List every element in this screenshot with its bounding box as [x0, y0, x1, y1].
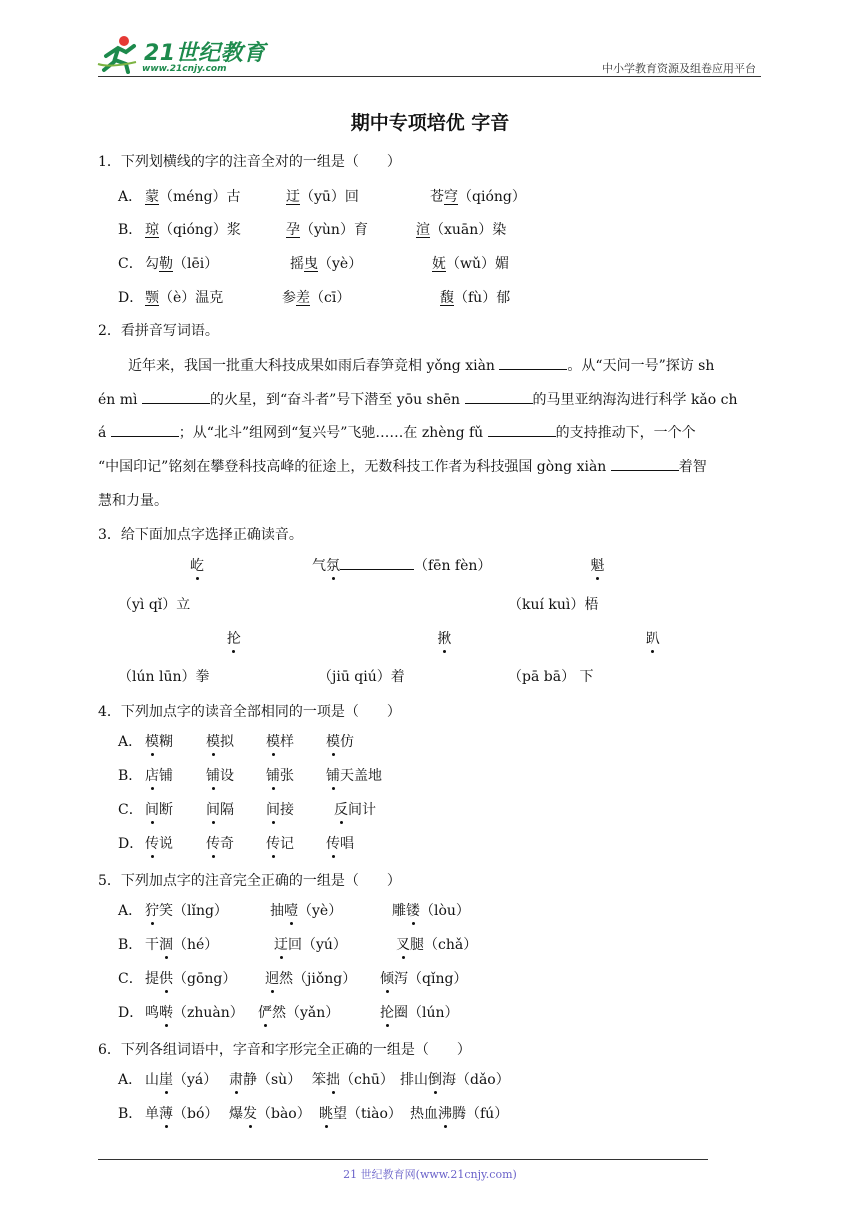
char: 山: [145, 1072, 159, 1088]
char: 参: [282, 290, 296, 306]
pinyin: （lēi）: [173, 256, 219, 272]
char: 隔: [220, 802, 234, 818]
pinyin: 腾（fú）: [452, 1106, 509, 1122]
pinyin: 泻（qǐng）: [394, 971, 468, 987]
footer-divider: [98, 1159, 708, 1160]
char: 爆: [229, 1106, 243, 1122]
pinyin: 腿（chǎ）: [410, 937, 478, 953]
word: [266, 731, 294, 751]
footer-text: 21 世纪教育网(www.21cnjy.com): [343, 1168, 517, 1181]
pinyin: 静（sù）: [243, 1072, 302, 1088]
char: 勾: [145, 256, 159, 272]
dotted-char: 崖: [159, 1072, 173, 1088]
pinyin: （yè）: [298, 903, 343, 919]
option-label: B．: [118, 1106, 143, 1122]
dotted-char: 传: [266, 836, 280, 852]
pinyin: （xuān）染: [430, 222, 507, 238]
passage-text: ；从“北斗”组网到“复兴号”飞驰……在 zhèng fǔ: [178, 425, 488, 441]
answer-blank[interactable]: [465, 389, 533, 404]
dotted-char: 倾: [380, 971, 394, 987]
site-logo: [96, 34, 266, 76]
pinyin: （chū）: [340, 1072, 394, 1088]
option-label: A．: [118, 189, 143, 205]
dotted-char: 间: [266, 802, 280, 818]
dotted-char: 铺: [266, 768, 280, 784]
q4-stem: 4．下列加点字的读音全部相同的一项是（ ）: [98, 704, 401, 720]
dotted-char: 揪: [437, 631, 452, 647]
pinyin: （bào）: [257, 1106, 311, 1122]
option-label: B．: [118, 937, 143, 953]
char: 拟: [220, 734, 234, 750]
runner-logo-icon: [96, 34, 142, 74]
word: [145, 833, 173, 853]
word: [326, 833, 354, 853]
pinyin: （bó）: [173, 1106, 219, 1122]
char: 鸣: [145, 1005, 159, 1021]
dotted-char: 拙: [326, 1072, 340, 1088]
underlined-char: 曳: [304, 256, 318, 272]
dotted-char: 叉: [396, 937, 410, 953]
dotted-char: 供: [159, 971, 173, 987]
char: 唱: [340, 836, 354, 852]
answer-blank[interactable]: [142, 389, 210, 404]
pinyin: （hé）: [173, 937, 219, 953]
underlined-char: 穹: [444, 189, 458, 205]
word: [326, 731, 354, 751]
option-label: C．: [118, 971, 143, 987]
word: [206, 799, 234, 819]
char: 苍: [430, 189, 444, 205]
dotted-char: 模: [206, 734, 220, 750]
pinyin: （wǔ）媚: [446, 256, 509, 272]
dotted-char: 模: [266, 734, 280, 750]
option-label: D．: [118, 836, 144, 852]
char: 干: [145, 937, 159, 953]
q3-stem: 3．给下面加点字选择正确读音。: [98, 527, 303, 543]
dotted-char: 传: [206, 836, 220, 852]
underlined-char: 蒙: [145, 189, 159, 205]
dotted-char: 俨: [258, 1005, 272, 1021]
option-label: A．: [118, 903, 143, 919]
dotted-char: 迂: [274, 937, 288, 953]
pinyin: （fēn fèn）: [414, 558, 492, 574]
passage-text: én mì: [98, 392, 142, 408]
passage-text: 。从“天问一号”探访 sh: [567, 358, 715, 374]
q5-stem: 5．下列加点字的注音完全正确的一组是（ ）: [98, 873, 401, 889]
char: 断: [159, 802, 173, 818]
pinyin: （qióng）: [458, 189, 526, 205]
pinyin-choice: （kuí kuì）梧: [508, 597, 599, 613]
char: 说: [159, 836, 173, 852]
char: 雕: [392, 903, 406, 919]
dotted-char: 迥: [265, 971, 279, 987]
char: 单: [145, 1106, 159, 1122]
pinyin: （méng）古: [159, 189, 241, 205]
page-title: 期中专项培优 字音: [350, 112, 510, 134]
underlined-char: 迂: [286, 189, 300, 205]
q2-stem: 2．看拼音写词语。: [98, 323, 219, 339]
underlined-char: 孕: [286, 222, 300, 238]
char: 仿: [340, 734, 354, 750]
passage-text: 的马里亚纳海沟进行科学 kǎo ch: [532, 392, 738, 408]
char: 排山: [400, 1072, 428, 1088]
word: [266, 765, 294, 785]
word: [145, 731, 173, 751]
pinyin-choice: （jiū qiú）着: [318, 669, 405, 685]
dotted-char: 狞: [145, 903, 159, 919]
char: 间计: [348, 802, 376, 818]
logo-url: www.21cnjy.com: [142, 64, 227, 74]
char: 热血: [410, 1106, 438, 1122]
pinyin-choice: （lún lūn）拳: [118, 669, 210, 685]
q2-line-4: [98, 456, 707, 476]
pinyin: 然（jiǒng）: [279, 971, 357, 987]
pinyin: （yá）: [173, 1072, 218, 1088]
pinyin: （è）温克: [159, 290, 224, 306]
char: 天盖地: [340, 768, 382, 784]
dotted-char: 模: [326, 734, 340, 750]
char: 接: [280, 802, 294, 818]
dotted-char: 肃: [229, 1072, 243, 1088]
word: [266, 799, 294, 819]
word: [145, 765, 173, 785]
header-divider: [98, 76, 761, 77]
option-label: B．: [118, 768, 143, 784]
word: [206, 765, 234, 785]
dotted-char: 间: [145, 802, 159, 818]
dotted-char: 铺: [326, 768, 340, 784]
dotted-char: 传: [326, 836, 340, 852]
pinyin-choice: （pā bā） 下: [508, 669, 594, 685]
answer-blank[interactable]: [111, 422, 179, 437]
pinyin: 圈（lún）: [394, 1005, 459, 1021]
dotted-char: 魁: [590, 558, 605, 574]
dotted-char: 发: [243, 1106, 257, 1122]
underlined-char: 勒: [159, 256, 173, 272]
underlined-char: 琼: [145, 222, 159, 238]
answer-blank[interactable]: [499, 355, 567, 370]
platform-name: 中小学教育资源及组卷应用平台: [602, 62, 756, 75]
underlined-char: 颚: [145, 290, 159, 306]
char: 气: [312, 558, 326, 574]
pinyin-choice: （yì qǐ）立: [118, 597, 191, 613]
q2-line-1: [128, 355, 714, 375]
char: 铺: [159, 768, 173, 784]
passage-text: 近年来，我国一批重大科技成果如雨后春笋竞相 yǒng xiàn: [128, 358, 500, 374]
pinyin: 回（yú）: [288, 937, 347, 953]
option-label: A．: [118, 734, 143, 750]
dotted-char: 抡: [380, 1005, 394, 1021]
char: 笨: [312, 1072, 326, 1088]
word: [145, 799, 173, 819]
pinyin: （yè）: [318, 256, 363, 272]
dotted-char: 模: [145, 734, 159, 750]
word: [206, 833, 234, 853]
pinyin: 望（tiào）: [333, 1106, 402, 1122]
answer-blank[interactable]: [611, 456, 679, 471]
option-label: A．: [118, 1072, 143, 1088]
dotted-char: 趴: [645, 631, 660, 647]
dotted-char: 眺: [319, 1106, 333, 1122]
dotted-char: 间: [206, 802, 220, 818]
dotted-char: 抡: [226, 631, 241, 647]
option-label: D．: [118, 290, 144, 306]
option-label: C．: [118, 256, 143, 272]
char: 张: [280, 768, 294, 784]
char: 奇: [220, 836, 234, 852]
pinyin: （cī）: [310, 290, 351, 306]
dotted-char: 涸: [159, 937, 173, 953]
option-label: C．: [118, 802, 143, 818]
q2-line-5: 慧和力量。: [98, 493, 168, 509]
passage-text: “中国印记”铭刻在攀登科技高峰的征途上，无数科技工作者为科技强国 gòng xiàn: [98, 459, 611, 475]
word: [334, 799, 376, 819]
passage-text: 的火星，到“奋斗者”号下潜至 yōu shēn: [209, 392, 465, 408]
pinyin: （gōng）: [173, 971, 237, 987]
q2-line-3: [98, 422, 696, 442]
char: 样: [280, 734, 294, 750]
pinyin: （zhuàn）: [173, 1005, 244, 1021]
pinyin: 海（dǎo）: [442, 1072, 510, 1088]
pinyin: （fù）郁: [454, 290, 511, 306]
passage-text: 着智: [678, 459, 707, 475]
dotted-char: 铺: [206, 768, 220, 784]
passage-text: á: [98, 425, 111, 441]
dotted-char: 氛: [326, 558, 340, 574]
q2-line-2: [98, 389, 738, 409]
q1-stem: 1．下列划横线的字的注音全对的一组是（ ）: [98, 154, 401, 170]
answer-blank[interactable]: [488, 422, 556, 437]
logo-text: 21世纪教育: [144, 41, 266, 66]
char: 抽: [270, 903, 284, 919]
word: [266, 833, 294, 853]
dotted-char: 店: [145, 768, 159, 784]
underlined-char: 妩: [432, 256, 446, 272]
pinyin: （qióng）浆: [159, 222, 241, 238]
char: 设: [220, 768, 234, 784]
dotted-char: 倒: [428, 1072, 442, 1088]
underlined-char: 渲: [416, 222, 430, 238]
dotted-char: 啭: [159, 1005, 173, 1021]
char: 提: [145, 971, 159, 987]
pinyin: （yū）回: [300, 189, 359, 205]
option-label: B．: [118, 222, 143, 238]
char: 糊: [159, 734, 173, 750]
option-label: D．: [118, 1005, 144, 1021]
pinyin: （yùn）育: [300, 222, 368, 238]
word: [326, 765, 382, 785]
pinyin: 然（yǎn）: [272, 1005, 340, 1021]
underlined-char: 馥: [440, 290, 454, 306]
char: 摇: [290, 256, 304, 272]
pinyin: （lòu）: [420, 903, 470, 919]
dotted-char: 薄: [159, 1106, 173, 1122]
dotted-char: 镂: [406, 903, 420, 919]
dotted-char: 传: [145, 836, 159, 852]
passage-text: 的支持推动下，一个个: [555, 425, 696, 441]
word: [206, 731, 234, 751]
pinyin: 笑（lǐng）: [159, 903, 228, 919]
char: 记: [280, 836, 294, 852]
underlined-char: 差: [296, 290, 310, 306]
dotted-char: 反: [334, 802, 348, 818]
q6-stem: 6．下列各组词语中，字音和字形完全正确的一组是（ ）: [98, 1042, 471, 1058]
dotted-char: 屹: [190, 558, 204, 574]
dotted-char: 噎: [284, 903, 298, 919]
answer-blank[interactable]: [340, 555, 414, 570]
dotted-char: 沸: [438, 1106, 452, 1122]
